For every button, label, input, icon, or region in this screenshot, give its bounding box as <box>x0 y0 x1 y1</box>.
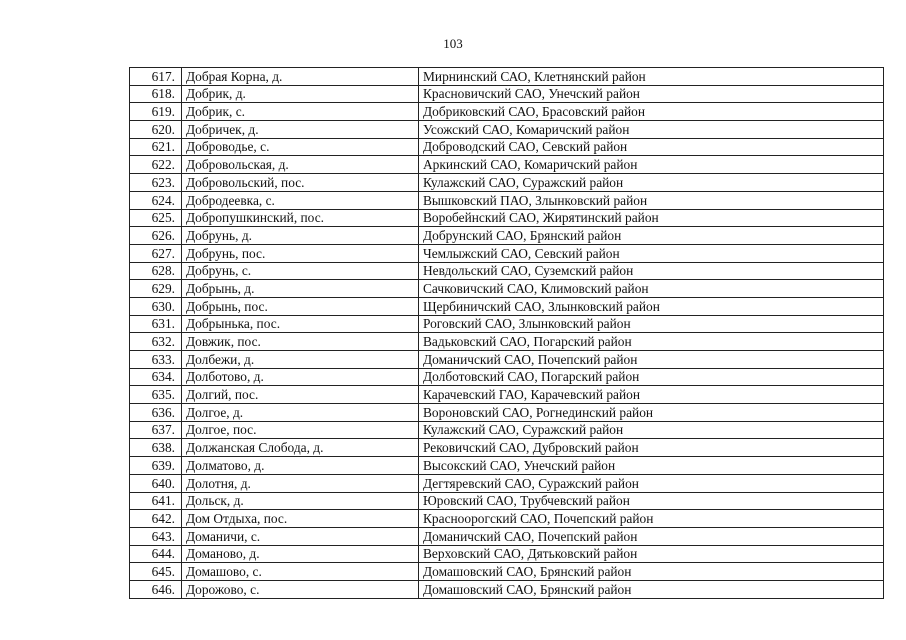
table-row <box>130 474 884 492</box>
row-number: 638. <box>130 439 182 457</box>
settlement-name: Добродеевка, с. <box>182 191 419 209</box>
administrative-unit: Кулажский САО, Суражский район <box>419 421 884 439</box>
row-number: 646. <box>130 580 182 598</box>
table-row <box>130 315 884 333</box>
administrative-unit: Мирнинский САО, Клетнянский район <box>419 68 884 86</box>
row-number: 632. <box>130 333 182 351</box>
row-number: 635. <box>130 386 182 404</box>
administrative-unit: Кулажский САО, Суражский район <box>419 174 884 192</box>
settlement-name: Домашово, с. <box>182 563 419 581</box>
page-number: 103 <box>443 36 463 51</box>
settlement-name: Должанская Слобода, д. <box>182 439 419 457</box>
administrative-unit: Карачевский ГАО, Карачевский район <box>419 386 884 404</box>
row-number: 630. <box>130 297 182 315</box>
table-row <box>130 174 884 192</box>
administrative-unit: Домашовский САО, Брянский район <box>419 563 884 581</box>
administrative-unit: Высокский САО, Унечский район <box>419 457 884 475</box>
table-row <box>130 156 884 174</box>
row-number: 634. <box>130 368 182 386</box>
administrative-unit: Домашовский САО, Брянский район <box>419 580 884 598</box>
settlement-name: Дом Отдыха, пос. <box>182 510 419 528</box>
table-row <box>130 368 884 386</box>
row-number: 620. <box>130 121 182 139</box>
table-row <box>130 85 884 103</box>
settlement-name: Добропушкинский, пос. <box>182 209 419 227</box>
table-row <box>130 492 884 510</box>
settlement-name: Добрынька, пос. <box>182 315 419 333</box>
table-row <box>130 191 884 209</box>
table-row <box>130 121 884 139</box>
settlement-name: Добрынь, пос. <box>182 297 419 315</box>
settlement-name: Долгое, пос. <box>182 421 419 439</box>
row-number: 637. <box>130 421 182 439</box>
administrative-unit: Невдольский САО, Суземский район <box>419 262 884 280</box>
administrative-unit: Щербиничский САО, Злынковский район <box>419 297 884 315</box>
settlement-name: Дорожово, с. <box>182 580 419 598</box>
row-number: 639. <box>130 457 182 475</box>
row-number: 644. <box>130 545 182 563</box>
settlement-name: Доброводье, с. <box>182 138 419 156</box>
row-number: 627. <box>130 244 182 262</box>
settlement-name: Довжик, пос. <box>182 333 419 351</box>
table-row <box>130 510 884 528</box>
table-row <box>130 404 884 422</box>
table-row <box>130 580 884 598</box>
settlements-table-body <box>130 68 884 599</box>
settlement-name: Добровольская, д. <box>182 156 419 174</box>
table-row <box>130 333 884 351</box>
table-row <box>130 421 884 439</box>
settlement-name: Добрынь, д. <box>182 280 419 298</box>
row-number: 629. <box>130 280 182 298</box>
administrative-unit: Долботовский САО, Погарский район <box>419 368 884 386</box>
settlement-name: Доманово, д. <box>182 545 419 563</box>
table-row <box>130 138 884 156</box>
settlement-name: Добрунь, с. <box>182 262 419 280</box>
table-row <box>130 527 884 545</box>
settlement-name: Доманичи, с. <box>182 527 419 545</box>
row-number: 622. <box>130 156 182 174</box>
settlement-name: Добровольский, пос. <box>182 174 419 192</box>
table-row <box>130 439 884 457</box>
administrative-unit: Добрунский САО, Брянский район <box>419 227 884 245</box>
table-row <box>130 244 884 262</box>
table-row <box>130 563 884 581</box>
table-row <box>130 351 884 369</box>
administrative-unit: Усожский САО, Комаричский район <box>419 121 884 139</box>
administrative-unit: Воробейнский САО, Жирятинский район <box>419 209 884 227</box>
row-number: 625. <box>130 209 182 227</box>
table-row <box>130 457 884 475</box>
row-number: 631. <box>130 315 182 333</box>
settlement-name: Добричек, д. <box>182 121 419 139</box>
administrative-unit: Роговский САО, Злынковский район <box>419 315 884 333</box>
settlement-name: Дольск, д. <box>182 492 419 510</box>
administrative-unit: Чемлыжский САО, Севский район <box>419 244 884 262</box>
table-row <box>130 227 884 245</box>
settlement-name: Долматово, д. <box>182 457 419 475</box>
administrative-unit: Добриковский САО, Брасовский район <box>419 103 884 121</box>
table-row <box>130 68 884 86</box>
settlement-name: Долгое, д. <box>182 404 419 422</box>
administrative-unit: Красноорогский САО, Почепский район <box>419 510 884 528</box>
administrative-unit: Дегтяревский САО, Суражский район <box>419 474 884 492</box>
settlement-name: Добрунь, д. <box>182 227 419 245</box>
settlement-name: Долботово, д. <box>182 368 419 386</box>
settlement-name: Добрая Корна, д. <box>182 68 419 86</box>
settlement-name: Добрик, д. <box>182 85 419 103</box>
row-number: 621. <box>130 138 182 156</box>
row-number: 640. <box>130 474 182 492</box>
settlement-name: Добрунь, пос. <box>182 244 419 262</box>
table-row <box>130 262 884 280</box>
administrative-unit: Вадьковский САО, Погарский район <box>419 333 884 351</box>
administrative-unit: Доманичский САО, Почепский район <box>419 527 884 545</box>
row-number: 618. <box>130 85 182 103</box>
table-row <box>130 280 884 298</box>
row-number: 642. <box>130 510 182 528</box>
row-number: 619. <box>130 103 182 121</box>
settlement-name: Долбежи, д. <box>182 351 419 369</box>
settlement-name: Добрик, с. <box>182 103 419 121</box>
settlement-name: Долотня, д. <box>182 474 419 492</box>
administrative-unit: Доброводский САО, Севский район <box>419 138 884 156</box>
administrative-unit: Доманичский САО, Почепский район <box>419 351 884 369</box>
settlement-name: Долгий, пос. <box>182 386 419 404</box>
row-number: 641. <box>130 492 182 510</box>
table-row <box>130 103 884 121</box>
administrative-unit: Красновичский САО, Унечский район <box>419 85 884 103</box>
administrative-unit: Вышковский ПАО, Злынковский район <box>419 191 884 209</box>
row-number: 645. <box>130 563 182 581</box>
row-number: 643. <box>130 527 182 545</box>
row-number: 628. <box>130 262 182 280</box>
table-row <box>130 297 884 315</box>
administrative-unit: Сачковичский САО, Климовский район <box>419 280 884 298</box>
administrative-unit: Верховский САО, Дятьковский район <box>419 545 884 563</box>
row-number: 617. <box>130 68 182 86</box>
table-row <box>130 545 884 563</box>
administrative-unit: Аркинский САО, Комаричский район <box>419 156 884 174</box>
administrative-unit: Рековичский САО, Дубровский район <box>419 439 884 457</box>
administrative-unit: Юровский САО, Трубчевский район <box>419 492 884 510</box>
row-number: 633. <box>130 351 182 369</box>
row-number: 624. <box>130 191 182 209</box>
row-number: 623. <box>130 174 182 192</box>
settlements-table <box>129 67 884 599</box>
table-row <box>130 386 884 404</box>
row-number: 636. <box>130 404 182 422</box>
table-row <box>130 209 884 227</box>
administrative-unit: Вороновский САО, Рогнединский район <box>419 404 884 422</box>
row-number: 626. <box>130 227 182 245</box>
